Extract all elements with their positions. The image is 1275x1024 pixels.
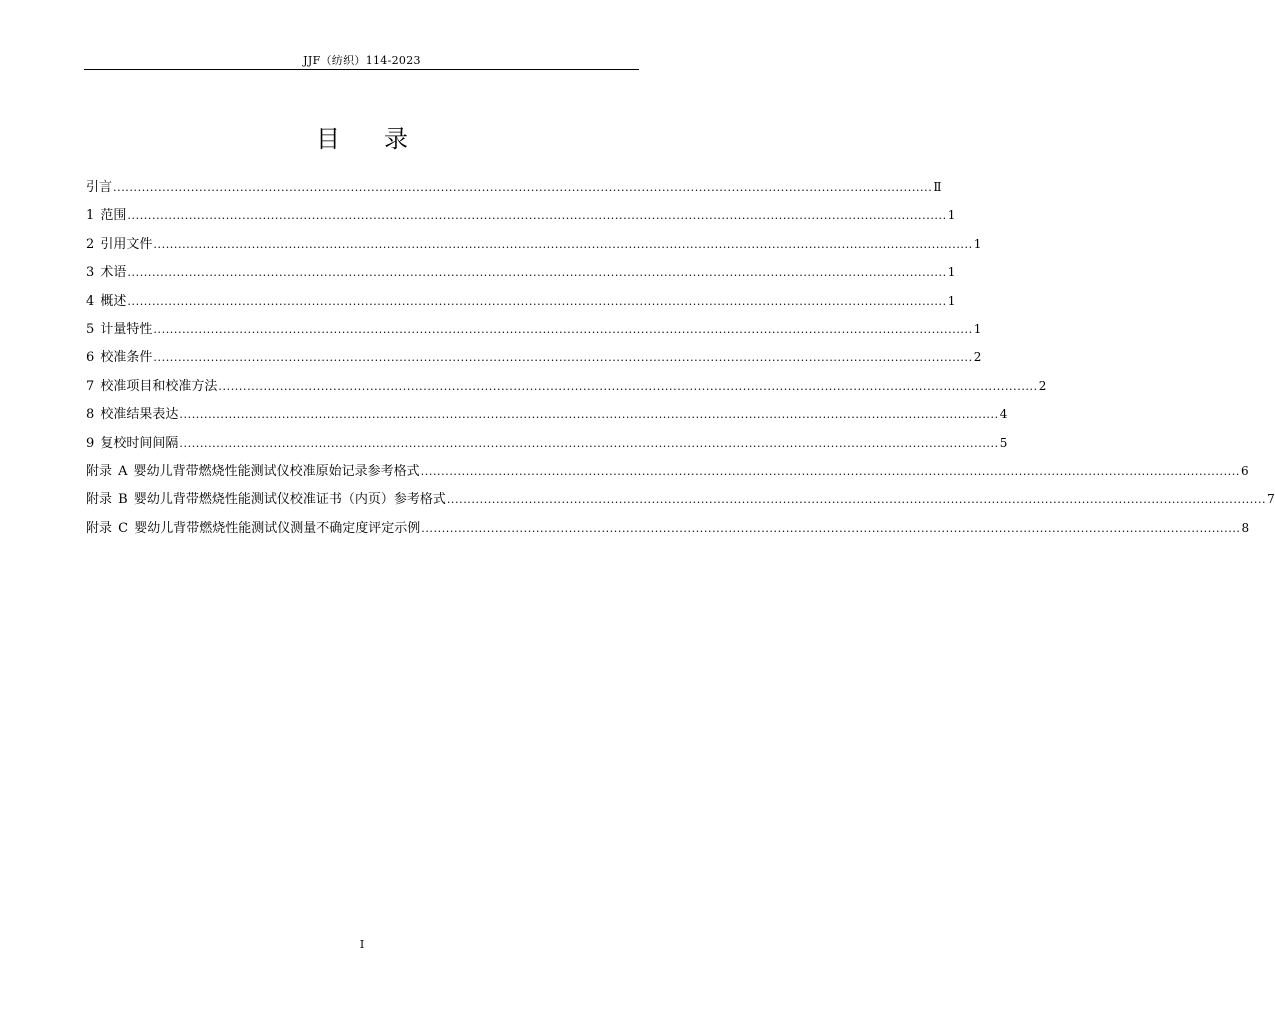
toc-entry[interactable] (86, 517, 1250, 545)
header-rule (84, 69, 639, 70)
toc-entry-label: 2 引用文件 (86, 236, 153, 252)
toc-entry-label: 引言 (86, 180, 113, 195)
toc-entry-page: 5 (999, 435, 1008, 450)
toc-entry-label: 6 校准条件 (86, 350, 153, 366)
toc-entry[interactable] (86, 403, 1008, 431)
toc-entry-label: 附录 B 婴幼儿背带燃烧性能测试仪校准证书（内页）参考格式 (86, 492, 446, 508)
toc-leader-dots: ........................................................................................................................................................................................................ (153, 322, 973, 336)
toc-leader-dots: ........................................................................................................................................................................................................ (420, 464, 1240, 478)
toc-entry-label: 1 范围 (86, 208, 127, 224)
toc-entry-label: 4 概述 (86, 293, 127, 309)
toc-entry-page: 2 (1038, 378, 1047, 393)
page-number: I (359, 938, 365, 951)
toc-entry-page: 1 (947, 208, 956, 223)
toc-leader-dots: ........................................................................................................................................................................................................ (179, 408, 999, 422)
toc-leader-dots: ........................................................................................................................................................................................................ (127, 294, 947, 308)
toc-entry-page: 1 (973, 236, 982, 251)
toc-entry[interactable] (86, 375, 1047, 403)
toc-entry-label: 7 校准项目和校准方法 (86, 378, 218, 394)
toc-entry[interactable] (86, 488, 1275, 516)
toc-entry[interactable] (86, 460, 1249, 488)
toc-entry-label: 附录 C 婴幼儿背带燃烧性能测试仪测量不确定度评定示例 (86, 520, 421, 536)
toc-entry-page: 1 (947, 293, 956, 308)
toc-entry[interactable] (86, 346, 982, 374)
toc-entry[interactable] (86, 204, 956, 232)
toc-entry-page: 1 (947, 265, 956, 280)
toc-entry-label: 8 校准结果表达 (86, 407, 179, 423)
toc-entry-page: Ⅱ (933, 180, 942, 194)
table-of-contents (86, 176, 1275, 545)
running-header: JJF（纺织）114-2023 (303, 54, 421, 67)
toc-entry[interactable] (86, 290, 956, 318)
toc-leader-dots: ........................................................................................................................................................................................................ (153, 351, 973, 365)
toc-entry-page: 4 (999, 407, 1008, 422)
toc-entry-page: 1 (973, 321, 982, 336)
toc-entry[interactable] (86, 432, 1008, 460)
toc-leader-dots: ........................................................................................................................................................................................................ (127, 266, 947, 280)
toc-leader-dots: ........................................................................................................................................................................................................ (421, 521, 1241, 535)
toc-entry[interactable] (86, 318, 982, 346)
toc-entry-label: 9 复校时间间隔 (86, 435, 179, 451)
toc-entry-label: 5 计量特性 (86, 321, 153, 337)
toc-entry-label: 附录 A 婴幼儿背带燃烧性能测试仪校准原始记录参考格式 (86, 463, 420, 479)
toc-entry-page: 7 (1267, 492, 1275, 507)
toc-entry-page: 6 (1240, 463, 1249, 478)
toc-leader-dots: ........................................................................................................................................................................................................ (218, 379, 1038, 393)
toc-leader-dots: ........................................................................................................................................................................................................ (113, 181, 933, 194)
toc-leader-dots: ........................................................................................................................................................................................................ (153, 237, 973, 251)
page-title: 目录 (316, 125, 452, 153)
toc-entry[interactable] (86, 176, 942, 204)
toc-entry[interactable] (86, 233, 982, 261)
toc-leader-dots: ........................................................................................................................................................................................................ (179, 436, 999, 450)
toc-entry-label: 3 术语 (86, 265, 127, 281)
toc-leader-dots: ........................................................................................................................................................................................................ (446, 493, 1267, 507)
toc-entry[interactable] (86, 261, 956, 289)
toc-entry-page: 2 (973, 350, 982, 365)
toc-leader-dots: ........................................................................................................................................................................................................ (127, 209, 947, 223)
toc-entry-page: 8 (1241, 520, 1250, 535)
